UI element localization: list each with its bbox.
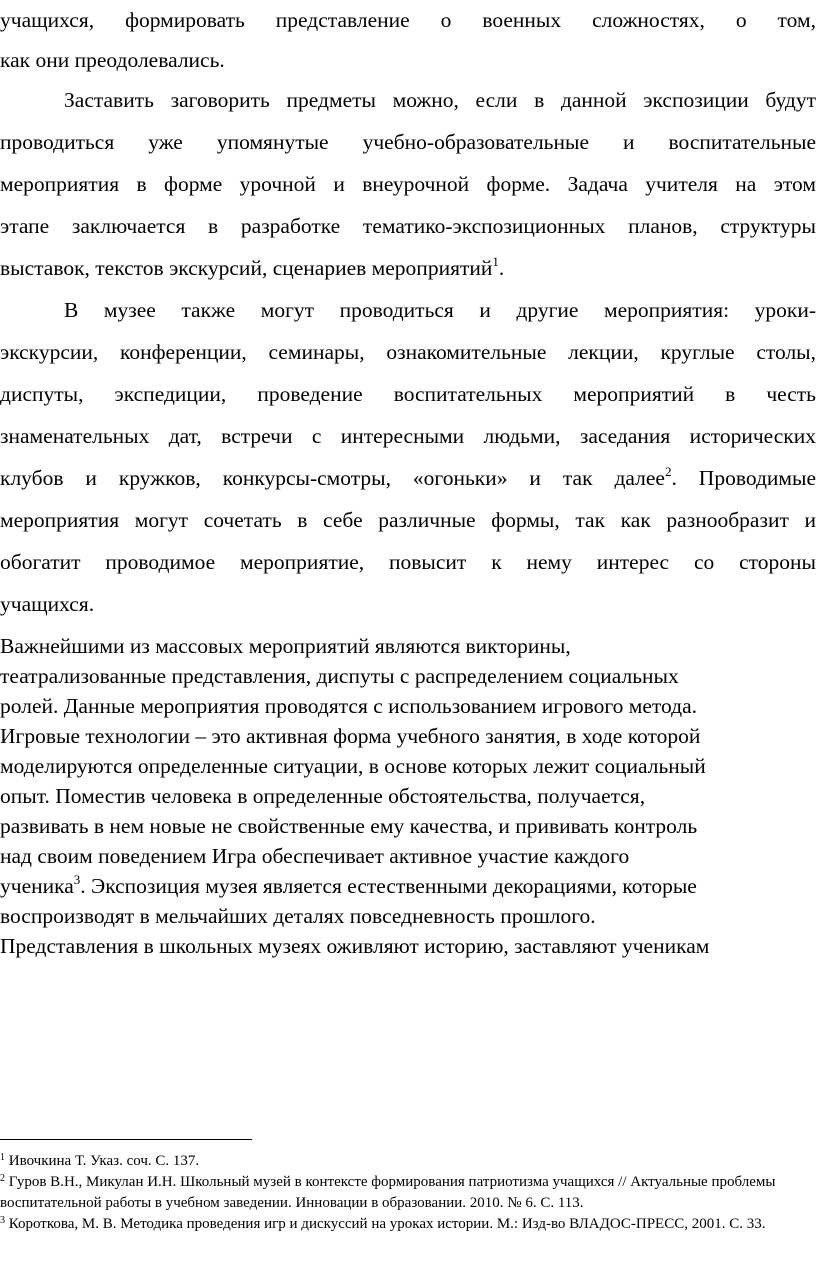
p3-line-3: диспуты, экспедиции, проведение воспитательных мероприятий в честь — [0, 382, 816, 406]
footnote-ref-2[interactable]: 2 — [664, 464, 672, 479]
p2-line-1: Заставить заговорить предметы можно, если в данной экспозиции будут — [64, 88, 816, 112]
p4-line-9-end: . Экспозиция музея является естественными декорациями, которые — [80, 874, 697, 898]
footnote-1 — [0, 1151, 816, 1172]
footnote-2 — [0, 1172, 816, 1213]
p4-line-6: опыт. Поместив человека в определенные обстоятельства, получается, — [0, 784, 646, 808]
p4-line-9 — [0, 871, 816, 901]
footnote-3-text: Короткова, М. В. Методика проведения игр и дискуссий на уроках истории. М.: Изд-во ВЛАДОС-ПРЕСС, 2001. С. 33. — [8, 1216, 766, 1232]
p2-line-4: этапе заключается в разработке тематико-экспозиционных планов, структуры — [0, 214, 816, 238]
p1-line-1: учащихся, формировать представление о военных сложностях, о том, — [0, 8, 816, 32]
footnote-ref-3[interactable]: 3 — [73, 872, 81, 887]
p3-line-6: мероприятия могут сочетать в себе различные формы, так как разнообразит и — [0, 508, 816, 532]
footnote-3-number: 3 — [0, 1215, 5, 1226]
p3-line-5-text: клубов и кружков, конкурсы-смотры, «огоньки» и так далее — [0, 466, 665, 490]
p4-line-4: Игровые технологии – это активная форма учебного занятия, в ходе которой — [0, 724, 701, 748]
p3-line-8: учащихся. — [0, 592, 95, 616]
p2-line-5-text: выставок, текстов экскурсий, сценариев мероприятий — [0, 256, 493, 280]
p4-line-3: ролей. Данные мероприятия проводятся с использованием игрового метода. — [0, 694, 697, 718]
p4-line-9-start: ученика — [0, 874, 74, 898]
p2-line-2: проводиться уже упомянутые учебно-образовательные и воспитательные — [0, 130, 816, 154]
footnote-3 — [0, 1214, 816, 1235]
footnote-separator — [0, 1139, 252, 1140]
p2-end: . — [498, 256, 505, 280]
p1-line-2: как они преодолевались. — [0, 48, 225, 72]
p4-line-1: Важнейшими из массовых мероприятий являются викторины, — [0, 634, 571, 658]
p3-line-5 — [0, 458, 816, 500]
p4-line-2: театрализованные представления, диспуты с распределением социальных — [0, 664, 679, 688]
p3-line-2: экскурсии, конференции, семинары, ознакомительные лекции, круглые столы, — [0, 340, 816, 364]
p2-line-3: мероприятия в форме урочной и внеурочной форме. Задача учителя на этом — [0, 172, 816, 196]
footnote-2-number: 2 — [0, 1173, 5, 1184]
p2-line-5 — [0, 248, 816, 290]
p3-line-5-rest: . Проводимые — [671, 466, 816, 490]
footnote-ref-1[interactable]: 1 — [492, 254, 499, 269]
p4-line-7: развивать в нем новые не свойственные ему качества, и прививать контроль — [0, 814, 698, 838]
footnote-2-text: Гуров В.Н., Микулан И.Н. Школьный музей в контексте формирования патриотизма учащихся // Актуальные проблемы воспитательной работы в учебном заведении. Инновации в образовании. 2010. № 6. С. 113. — [0, 1174, 776, 1211]
p4-line-5: моделируются определенные ситуации, в основе которых лежит социальный — [0, 754, 706, 778]
p3-line-7: обогатит проводимое мероприятие, повысит к нему интерес со стороны — [0, 550, 816, 574]
p3-line-1: В музее также могут проводиться и другие мероприятия: уроки- — [64, 298, 816, 322]
footnote-1-number: 1 — [0, 1152, 5, 1163]
p3-line-4: знаменательных дат, встречи с интересными людьми, заседания исторических — [0, 424, 816, 448]
p4-line-10: воспроизводят в мельчайших деталях повседневность прошлого. — [0, 904, 596, 928]
p4-line-11: Представления в школьных музеях оживляют историю, заставляют ученикам — [0, 934, 710, 958]
p4-line-8: над своим поведением Игра обеспечивает активное участие каждого — [0, 844, 630, 868]
footnote-1-text: Ивочкина Т. Указ. соч. С. 137. — [8, 1153, 200, 1169]
